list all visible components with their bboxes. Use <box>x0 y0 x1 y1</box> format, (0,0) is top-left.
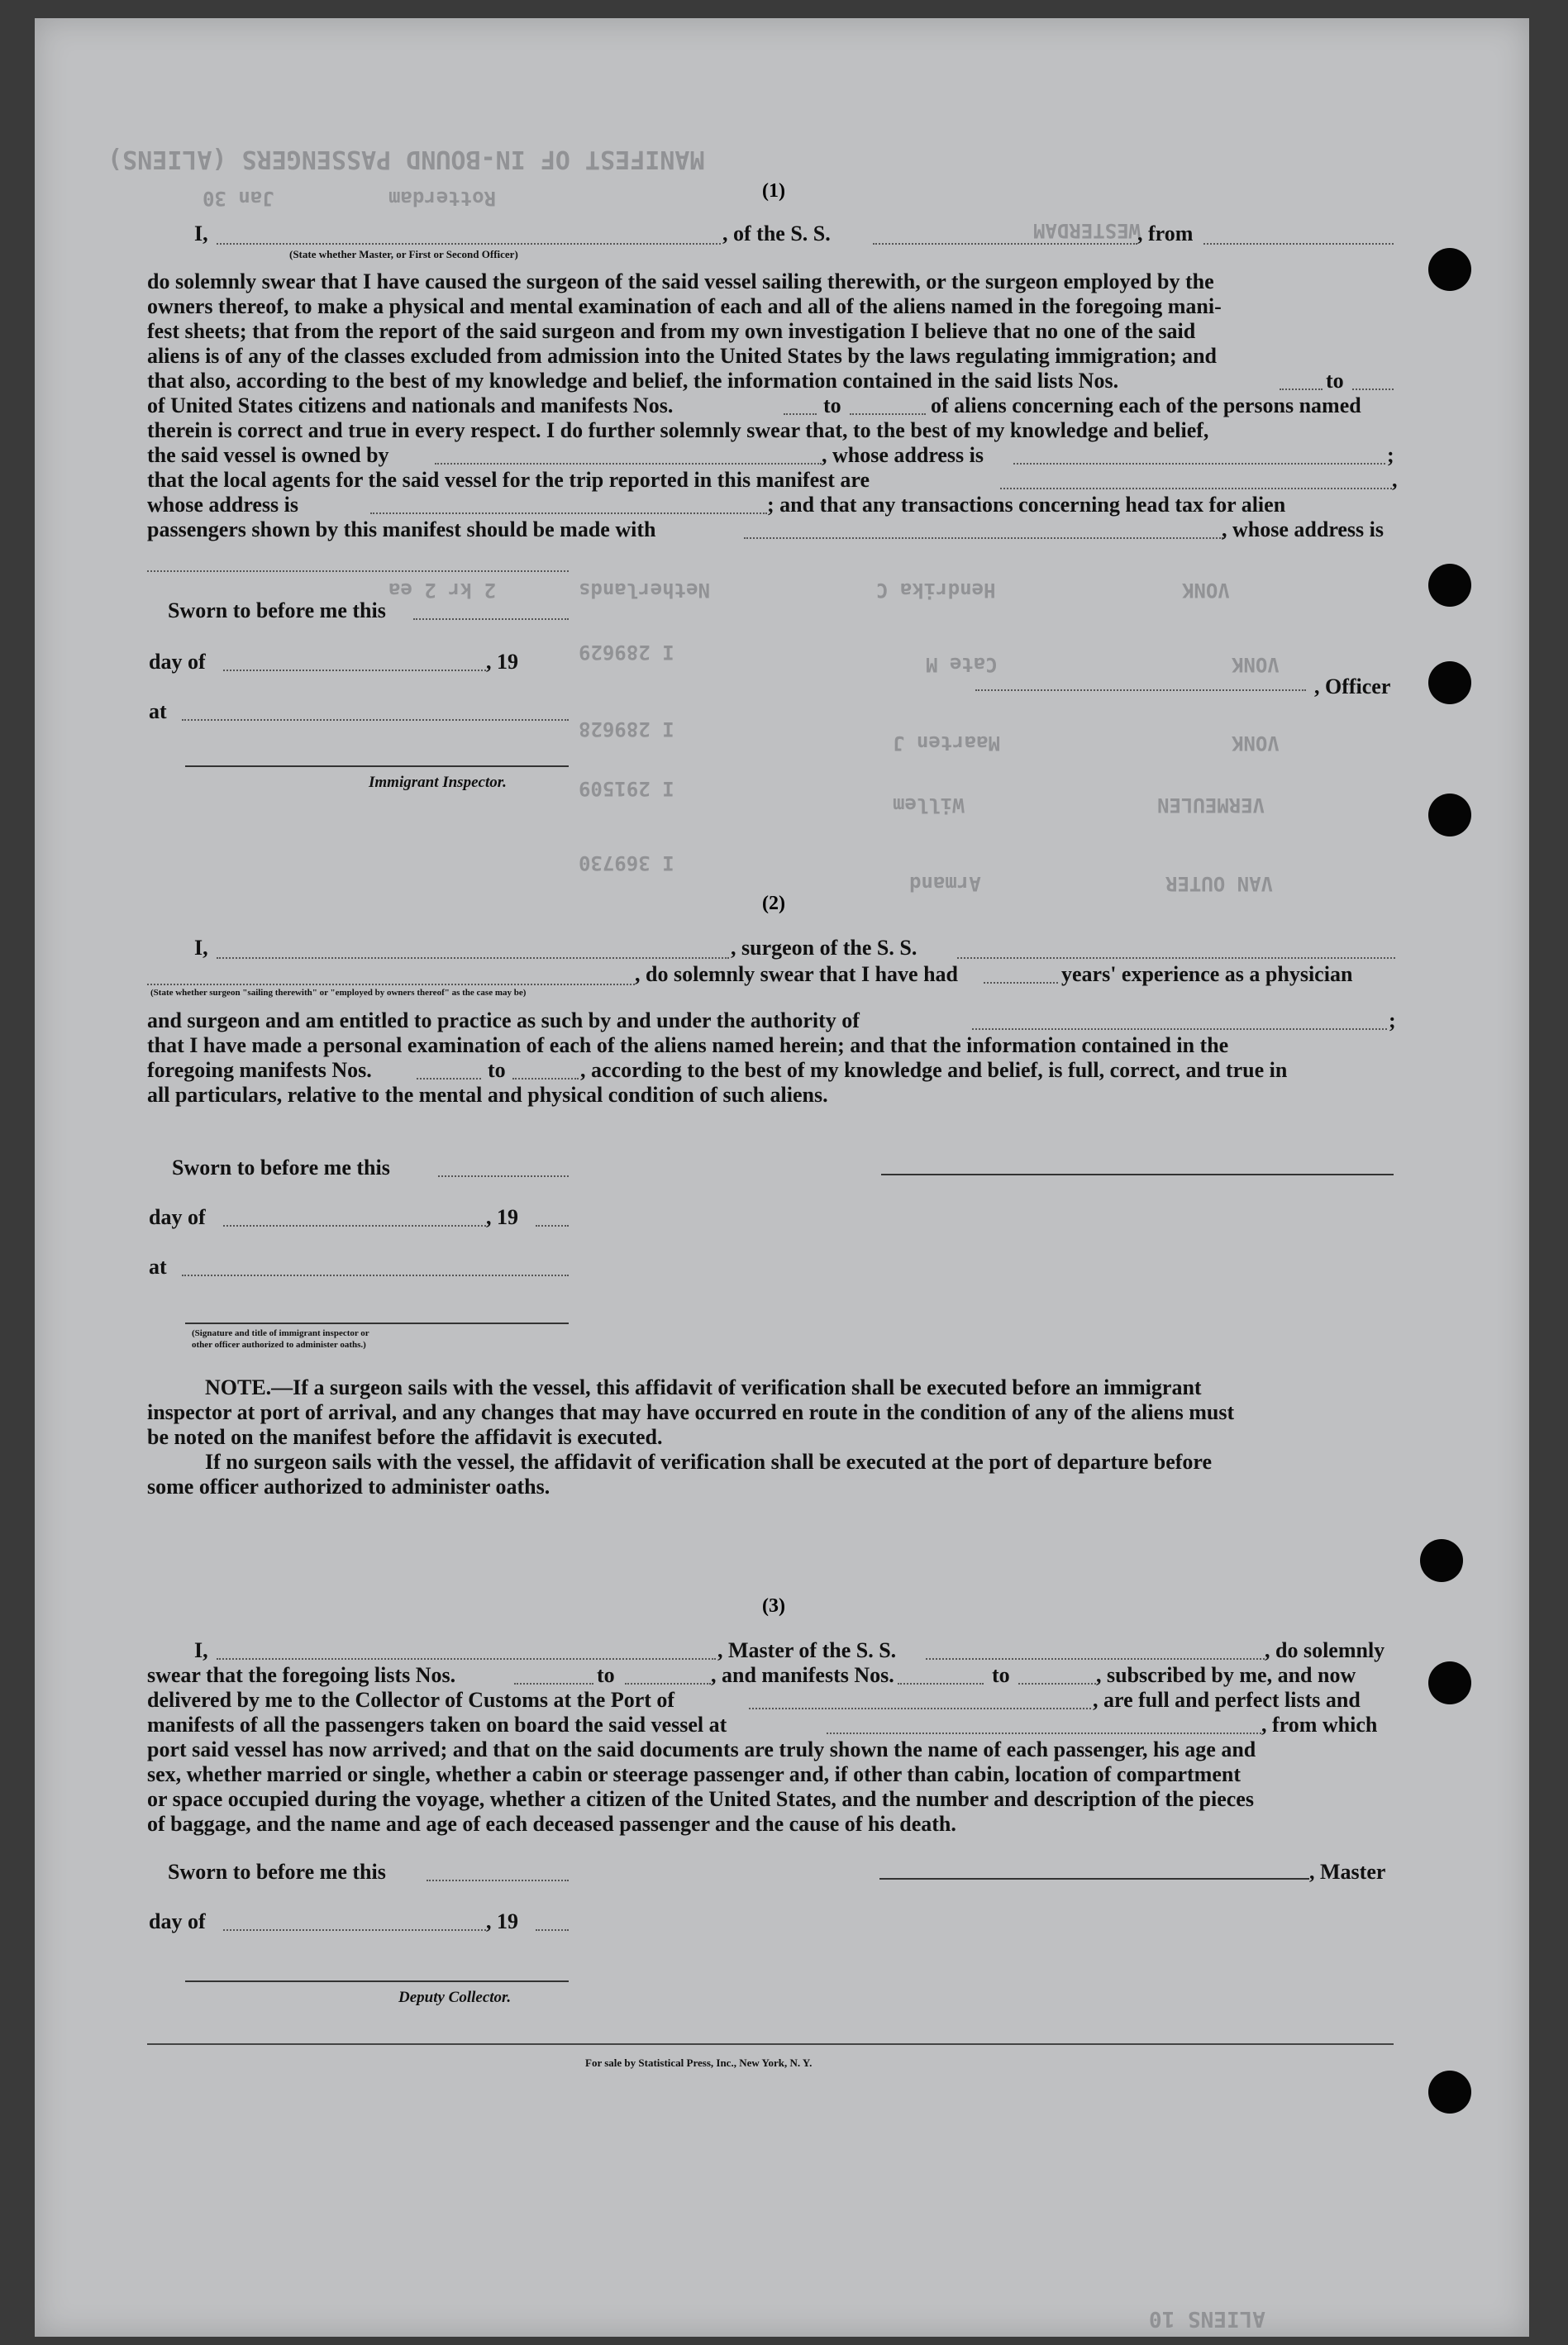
para-line: of United States citizens and nationals and manifests Nos. <box>147 393 674 417</box>
para-line: therein is correct and true in every respect. I do further solemnly swear that, to the best of my knowledge and belief, <box>147 418 1209 442</box>
to-label: to <box>823 393 841 417</box>
i-label: I, <box>194 222 208 245</box>
para-line: and surgeon and am entitled to practice as such by and under the authority of <box>147 1008 860 1032</box>
day-field[interactable] <box>223 1225 486 1227</box>
officer-caption: (State whether Master, or First or Second Officer) <box>289 248 518 260</box>
section-number: (1) <box>762 180 785 202</box>
day-field[interactable] <box>223 1929 486 1931</box>
bleed-row-3-name: Maarten J <box>893 732 1001 755</box>
at-field[interactable] <box>182 719 569 721</box>
master-label: , Master <box>1309 1860 1386 1884</box>
lists-to-field[interactable] <box>625 1683 711 1685</box>
footer-publisher: For sale by Statistical Press, Inc., New York, N. Y. <box>585 2057 813 2069</box>
manifests-from-field[interactable] <box>417 1078 481 1080</box>
section-number: (2) <box>762 893 785 914</box>
bleed-row-1-name: Hendrika C <box>876 579 996 602</box>
bleed-date: Jan 30 <box>203 187 274 210</box>
bleed-row-2-surname: VONK <box>1232 653 1280 676</box>
bleed-port: Rotterdam <box>388 187 497 210</box>
punch-hole-icon <box>1428 2071 1471 2114</box>
sworn-label: Sworn to before me this <box>168 598 386 622</box>
swear-lists: swear that the foregoing lists Nos. <box>147 1663 456 1687</box>
note-line: If no surgeon sails with the vessel, the affidavit of verification shall be executed at the port of departure before <box>205 1450 1213 1474</box>
sworn-field[interactable] <box>438 1175 569 1177</box>
master-name-field[interactable] <box>217 1658 716 1660</box>
years-label: years' experience as a physician <box>1061 962 1353 986</box>
at-label: at <box>149 1255 167 1279</box>
bleed-row-5-surname: VAN OUTER <box>1165 872 1274 895</box>
from-label: , from <box>1137 222 1194 245</box>
semicolon: ; <box>1389 1008 1396 1032</box>
whose-address: , whose address is <box>822 443 984 467</box>
officer-signature-field[interactable] <box>975 689 1306 691</box>
whose-address-is: , whose address is <box>1222 517 1385 541</box>
bleed-row-5-id: I 369730 <box>579 851 674 875</box>
year-field[interactable] <box>536 1225 569 1227</box>
officer-field[interactable] <box>217 243 721 245</box>
para-line: the said vessel is owned by <box>147 443 389 467</box>
footer-rule <box>147 2043 1394 2045</box>
master-signature-field[interactable] <box>879 1878 1309 1880</box>
and-manifests: , and manifests Nos. <box>711 1663 894 1687</box>
port-field[interactable] <box>749 1708 1091 1709</box>
para-line: or space occupied during the voyage, whether a citizen of the United States, and the number and description of the pieces <box>147 1787 1254 1811</box>
punch-hole-icon <box>1428 794 1471 836</box>
at-field[interactable] <box>182 1275 569 1276</box>
semicolon: ; <box>1387 443 1394 467</box>
agents-address-field[interactable] <box>370 512 767 514</box>
swear-label: , do solemnly swear that I have had <box>635 962 959 986</box>
note-line: be noted on the manifest before the affidavit is executed. <box>147 1425 663 1449</box>
para-line: aliens is of any of the classes excluded from admission into the United States by the laws regulating immigration; and <box>147 344 1218 368</box>
according-label: , according to the best of my knowledge and belief, is full, correct, and true in <box>580 1058 1288 1082</box>
sworn-label: Sworn to before me this <box>172 1156 390 1180</box>
bleed-header: MANIFEST OF IN-BOUND PASSENGERS (ALIENS) <box>107 145 705 174</box>
note-line: inspector at port of arrival, and any changes that may have occurred en route in the condition of any of the aliens must <box>147 1400 1235 1424</box>
inspector-caption: Immigrant Inspector. <box>369 774 507 791</box>
head-tax-field[interactable] <box>744 537 1223 539</box>
para-line: that I have made a personal examination of each of the aliens named herein; and that the information contained in the <box>147 1033 1229 1057</box>
to-label: to <box>488 1058 506 1082</box>
section-number: (3) <box>762 1595 785 1617</box>
para-line: whose address is <box>147 493 299 517</box>
inspector-line[interactable] <box>185 765 569 767</box>
collector-caption: Deputy Collector. <box>398 1989 512 2006</box>
para-line: of baggage, and the name and age of each deceased passenger and the cause of his death. <box>147 1812 956 1836</box>
bleed-row-3-surname: VONK <box>1232 732 1280 755</box>
bleed-row-2-id: I 289629 <box>579 641 674 664</box>
signature-line[interactable] <box>147 570 569 572</box>
bleed-row-3-id: I 289628 <box>579 717 674 741</box>
do-solemnly: , do solemnly <box>1265 1638 1385 1662</box>
note-line: NOTE.—If a surgeon sails with the vessel, this affidavit of verification shall be executed before an immigrant <box>205 1375 1202 1399</box>
para-line: foregoing manifests Nos. <box>147 1058 372 1082</box>
manifests-to-field[interactable] <box>512 1078 579 1080</box>
day-of-label: day of <box>149 1205 206 1229</box>
para-line: passengers shown by this manifest should be made with <box>147 517 656 541</box>
collector-signature-field[interactable] <box>185 1980 569 1982</box>
bleed-row-4-surname: VERMEULEN <box>1157 794 1265 817</box>
bleed-row-4-name: Willem <box>893 794 965 817</box>
note-line: some officer authorized to administer oaths. <box>147 1475 550 1499</box>
master-of-label: , Master of the S. S. <box>717 1638 897 1662</box>
para-line: all particulars, relative to the mental and physical condition of such aliens. <box>147 1083 828 1107</box>
manifests-to-field[interactable] <box>1018 1683 1096 1685</box>
years-field[interactable] <box>984 982 1058 984</box>
surgeon-of-label: , surgeon of the S. S. <box>731 936 917 960</box>
officer-label: , Officer <box>1314 674 1391 698</box>
year-field[interactable] <box>536 1929 569 1931</box>
surgeon-status-field[interactable] <box>147 984 635 985</box>
from-which: , from which <box>1261 1713 1378 1737</box>
sworn-field[interactable] <box>427 1880 569 1881</box>
para-line: port said vessel has now arrived; and that on the said documents are truly shown the name of each passenger, his age and <box>147 1737 1256 1761</box>
year-label: , 19 <box>486 650 518 674</box>
para-line: owners thereof, to make a physical and mental examination of each and all of the aliens named in the foregoing mani- <box>147 294 1222 318</box>
para-line: fest sheets; that from the report of the said surgeon and from my own investigation I believe that no one of the said <box>147 319 1196 343</box>
para-line: do solemnly swear that I have caused the surgeon of the said vessel sailing therewith, or the surgeon employed by the <box>147 269 1214 293</box>
aliens-concerning: of aliens concerning each of the persons named <box>931 393 1361 417</box>
manifests-from-field[interactable] <box>784 413 817 415</box>
subscribed: , subscribed by me, and now <box>1096 1663 1356 1687</box>
of-ss-label: , of the S. S. <box>722 222 831 245</box>
punch-hole-icon <box>1428 661 1471 704</box>
embark-port-field[interactable] <box>827 1733 1261 1734</box>
ship-field[interactable] <box>873 243 1137 245</box>
punch-hole-icon <box>1420 1539 1463 1582</box>
sworn-label: Sworn to before me this <box>168 1860 386 1884</box>
day-of-label: day of <box>149 1909 206 1933</box>
surgeon-name-field[interactable] <box>217 957 729 959</box>
bleed-row-4-id: I 291509 <box>579 777 674 800</box>
lists-from-field[interactable] <box>1280 388 1323 390</box>
bleed-row-1-country: Netherlands <box>579 579 710 602</box>
surgeon-signature-field[interactable] <box>881 1174 1394 1175</box>
at-label: at <box>149 699 167 723</box>
bleed-row-1-bags: 2 kr 2 ea <box>388 579 497 602</box>
punch-hole-icon <box>1428 564 1471 607</box>
lists-to-field[interactable] <box>1352 388 1394 390</box>
sworn-field[interactable] <box>413 618 569 620</box>
master-ship-field[interactable] <box>926 1658 1265 1660</box>
inspector-signature-field[interactable] <box>185 1323 569 1324</box>
i-label: I, <box>194 936 208 960</box>
to-label: to <box>1326 369 1344 393</box>
manifests-from-field[interactable] <box>898 1683 984 1685</box>
surgeon-ship-field[interactable] <box>957 957 1395 959</box>
agents-field[interactable] <box>1000 488 1392 489</box>
punch-hole-icon <box>1428 248 1471 291</box>
day-of-label: day of <box>149 650 206 674</box>
surgeon-caption: (State whether surgeon "sailing therewith" or "employed by owners thereof" as the case may be) <box>150 988 527 998</box>
bleed-row-1-surname: VONK <box>1182 579 1230 602</box>
bleed-bottom: ALIENS 10 <box>1149 2306 1265 2331</box>
signature-caption: (Signature and title of immigrant inspector or other officer authorized to administer oaths.) <box>192 1328 369 1350</box>
punch-hole-icon <box>1428 1661 1471 1704</box>
authority-field[interactable] <box>972 1028 1387 1030</box>
comma: , <box>1392 468 1398 492</box>
delivered: delivered by me to the Collector of Customs at the Port of <box>147 1688 675 1712</box>
i-label: I, <box>194 1638 208 1662</box>
to-label: to <box>597 1663 615 1687</box>
owner-address-field[interactable] <box>1013 463 1385 465</box>
para-line: sex, whether married or single, whether a cabin or steerage passenger and, if other than cabin, location of compartment <box>147 1762 1241 1786</box>
bleed-ship: WESTERDAM <box>1033 219 1141 242</box>
day-field[interactable] <box>223 670 486 671</box>
to-label: to <box>992 1663 1010 1687</box>
owner-field[interactable] <box>435 463 822 465</box>
manifests-to-field[interactable] <box>850 413 926 415</box>
from-field[interactable] <box>1203 243 1394 245</box>
full-lists: , are full and perfect lists and <box>1093 1688 1361 1712</box>
lists-from-field[interactable] <box>514 1683 593 1685</box>
year-label: , 19 <box>486 1909 518 1933</box>
para-line: that the local agents for the said vessel for the trip reported in this manifest are <box>147 468 870 492</box>
para-line: that also, according to the best of my knowledge and belief, the information contained in the said lists Nos. <box>147 369 1119 393</box>
bleed-row-5-name: Armand <box>909 872 981 895</box>
bleed-row-2-name: Cate M <box>926 653 998 676</box>
manifests-all: manifests of all the passengers taken on board the said vessel at <box>147 1713 727 1737</box>
year-label: , 19 <box>486 1205 518 1229</box>
head-tax: ; and that any transactions concerning head tax for alien <box>767 493 1286 517</box>
